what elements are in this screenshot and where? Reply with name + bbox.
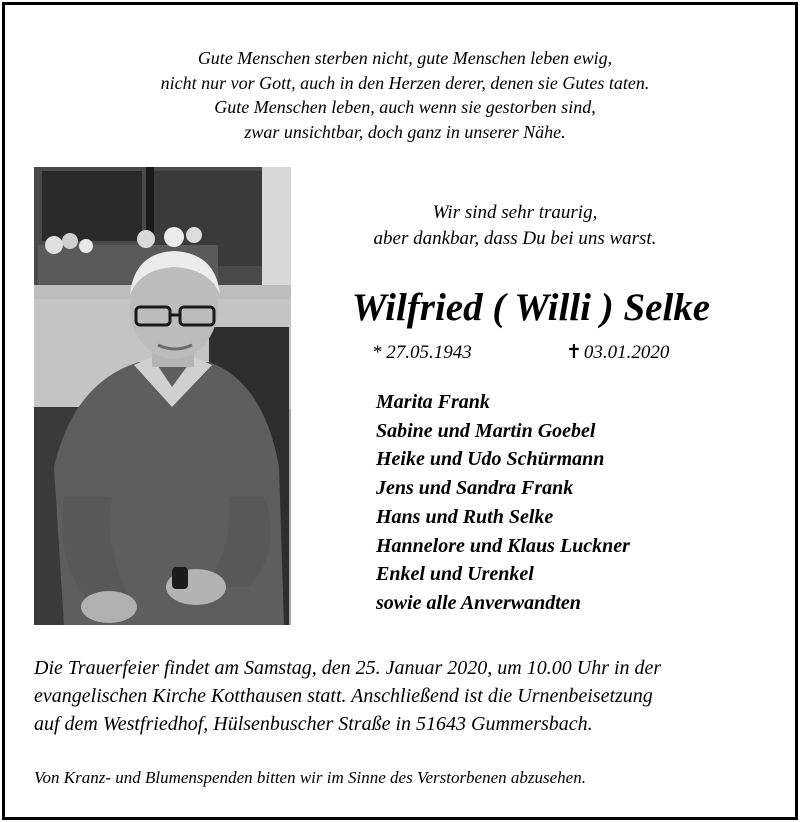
poem-line: Gute Menschen leben, auch wenn sie gestorben sind, xyxy=(214,97,596,117)
mourner-name: Hannelore und Klaus Luckner xyxy=(376,534,630,557)
poem xyxy=(60,46,750,144)
death-date: 03.01.2020 xyxy=(583,342,670,363)
mourner-name: Jens und Sandra Frank xyxy=(376,477,574,500)
mourner-name: Heike und Udo Schürmann xyxy=(376,448,605,471)
mourner-name: Enkel und Urenkel xyxy=(376,563,534,586)
subtitle-line: aber dankbar, dass Du bei uns warst. xyxy=(373,228,657,249)
mourners-list xyxy=(376,388,630,618)
funeral-line: evangelischen Kirche Kotthausen statt. Anschließend ist die Urnenbeisetzung xyxy=(34,685,653,707)
funeral-line: auf dem Westfriedhof, Hülsenbuscher Straße in 51643 Gummersbach. xyxy=(34,713,593,735)
poem-line: nicht nur vor Gott, auch in den Herzen derer, denen sie Gutes taten. xyxy=(160,72,650,93)
mourner-name: Marita Frank xyxy=(376,391,490,413)
poem-line: zwar unsichtbar, doch ganz in unserer Nähe. xyxy=(244,121,566,142)
deceased-name: Wilfried ( Willi ) Selke xyxy=(351,286,711,329)
funeral-line: Die Trauerfeier findet am Samstag, den 25. Januar 2020, um 10.00 Uhr in der xyxy=(34,657,662,679)
death-date-line xyxy=(566,340,669,366)
mourner-name: sowie alle Anverwandten xyxy=(376,591,581,614)
portrait-photo xyxy=(34,167,291,625)
subtitle-line: Wir sind sehr traurig, xyxy=(432,202,598,223)
birth-date: * 27.05.1943 xyxy=(372,342,472,363)
mourner-name: Sabine und Martin Goebel xyxy=(376,419,596,442)
poem-line: Gute Menschen sterben nicht, gute Menschen leben ewig, xyxy=(197,48,613,68)
condolence-subtitle xyxy=(300,200,730,252)
funeral-details xyxy=(34,654,774,738)
cross-icon: ✝ xyxy=(566,342,582,363)
donation-note: Von Kranz- und Blumenspenden bitten wir im Sinne des Verstorbenen abzusehen. xyxy=(34,768,586,787)
mourner-name: Hans und Ruth Selke xyxy=(376,505,554,528)
portrait-illustration xyxy=(34,167,291,625)
